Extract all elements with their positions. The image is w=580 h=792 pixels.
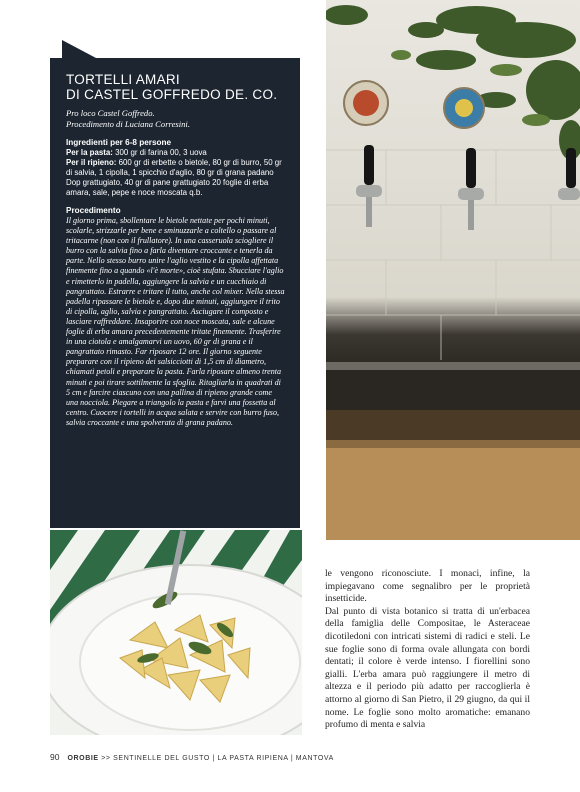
pasta-label: Per la pasta: — [66, 148, 113, 157]
procedure-text: Il giorno prima, sbollentare le bietole nettate per pochi minuti, scolarle, strizzarle per bene e sminuzzarle a coltello o passare al tritacarne (non con il frullatore). In una casseruola sciogliere il burro con la salvia fino a farla diventare croccante e tenerla da parte. Nello stesso burro unire l'aglio vestito e la cipolla affettata finemente fino a quando «l'è morte», cioè stufata. Sbucciare l'aglio e rimetterlo in padella, aggiungere la salvia e un cucchiaio di pangrattato. Estrarre e tritare il tutto, anche col mixer. Nella stessa padella ripassare le bietole e, dopo due minuti, aggiungere il trito di cipolla, aglio, salvia e pangrattato. Asciugare il composto e lasciare raffreddare. Insaporire con noce moscata, sale e alcune foglie di erba amara precedentemente tritate finemente. Trasferire in una ciotola e amalgamarvi un uovo, 60 gr di grana e il pangrattato rimasto. Far riposare 12 ore. Il giorno seguente preparare con il ripieno dei salsicciotti di 1,5 cm di diametro, chiamati petoli e preparare la pasta. Farla riposare almeno trenta minuti e poi tirare sottilmente la sfoglia. Ritagliarla in quadrati di 5 cm e farcire ciascuno con una pallina di ripieno grande come una nocciola. Piegare a triangolo la pasta e farvi una fossetta al centro. Cuocere i tortelli in acqua salata e servire con burro fuso, salvia croccante e una spolverata di grana padano. — [66, 216, 285, 427]
recipe-box-tab — [62, 40, 96, 58]
bar-photo — [326, 0, 580, 540]
recipe-credits — [66, 108, 286, 129]
page-footer — [50, 752, 334, 762]
footer-section: >> SENTINELLE DEL GUSTO | LA PASTA RIPIENA | MANTOVA — [98, 755, 334, 762]
magazine-name: OROBIE — [67, 755, 99, 762]
ingredients-heading: Ingredienti per 6-8 persone — [66, 138, 172, 147]
filling-text: 600 gr di erbette o bietole, 80 gr di burro, 50 gr di salvia, 1 cipolla, 1 spicchio d'aglio, 80 gr di grana padano Dop grattugiato, 40 gr di pane grattugiato 20 foglie di erba amara, sale, pepe e noce moscata q.b. — [66, 158, 282, 197]
ingredients-pasta — [66, 148, 286, 158]
pasta-text: 300 gr di farina 00, 3 uova — [112, 148, 207, 157]
bar-photo-illustration — [326, 0, 580, 540]
article-paragraph-2: Dal punto di vista botanico si tratta di un'erbacea della famiglia delle Compositae, le Asteraceae dicotiledoni con intricati sistemi di radici e steli. Le sue foglie sono di forma ovale allungata con bordi dentati; il colore è verde intenso. I fiorellini sono gialli. L'erba amara può raggiungere il metro di altezza e il periodo più adatto per raccoglierla è attorno al giorno di San Pietro, il 29 giugno, da qui il nome. Le foglie sono molto aromatiche: emanano profumo di menta e salvia — [325, 605, 530, 731]
pasta-photo — [50, 530, 302, 735]
article-column — [325, 568, 530, 732]
recipe-title — [66, 72, 286, 102]
recipe-title-line-2: DI CASTEL GOFFREDO DE. CO. — [66, 87, 278, 102]
pasta-plate-illustration — [50, 530, 302, 735]
filling-label: Per il ripieno: — [66, 158, 117, 167]
procedure-heading: Procedimento — [66, 206, 121, 215]
ingredients-filling — [66, 158, 286, 198]
recipe-box — [50, 58, 300, 528]
page-number: 90 — [50, 752, 60, 762]
article-paragraph-1: le vengono riconosciute. I monaci, infine, la impiegavano come segnalibro per le proprietà insetticide. — [325, 568, 530, 605]
credit-line-2: Procedimento di Luciana Corresini. — [66, 118, 190, 129]
recipe-title-line-1: TORTELLI AMARI — [66, 72, 180, 87]
credit-line-1: Pro loco Castel Goffredo. — [66, 108, 155, 118]
